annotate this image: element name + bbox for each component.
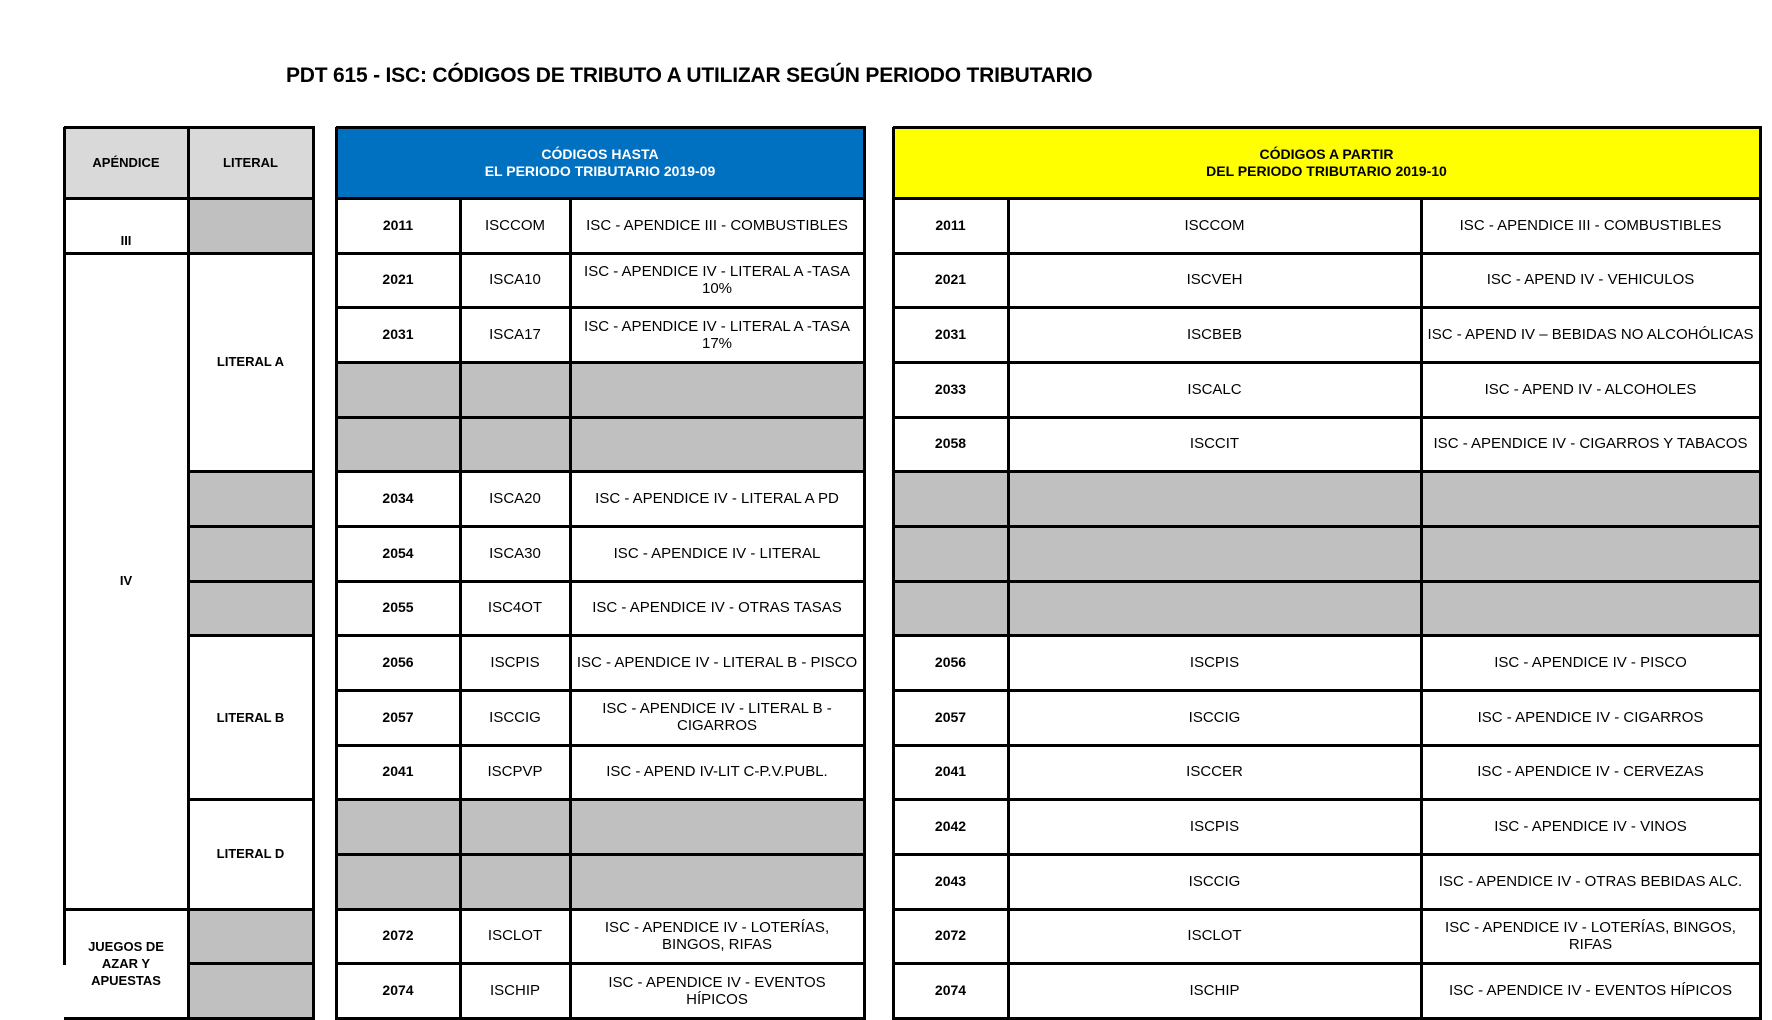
after-desc-cell: ISC - APENDICE IV - OTRAS BEBIDAS ALC. xyxy=(1421,854,1760,909)
apendice-cell: JUEGOS DE AZAR Y APUESTAS xyxy=(88,938,164,988)
table-border xyxy=(336,962,866,965)
literal-cell: LITERAL A xyxy=(188,253,313,472)
table-border xyxy=(188,470,315,473)
before-code-cell: 2057 xyxy=(336,690,460,745)
table-border xyxy=(569,198,572,1020)
literal-cell xyxy=(188,581,313,636)
before-abbr-cell: ISCLOT xyxy=(460,909,570,964)
before-desc-cell: ISC - APENDICE IV - LITERAL xyxy=(570,526,864,581)
table-border xyxy=(188,962,315,965)
after-desc-cell: ISC - APENDICE IV - VINOS xyxy=(1421,799,1760,854)
before-desc-cell xyxy=(570,417,864,472)
before-desc-cell: ISC - APENDICE IV - LITERAL A -TASA 17% xyxy=(570,307,864,362)
after-code-cell: 2042 xyxy=(893,799,1008,854)
after-desc-cell: ISC - APEND IV - VEHICULOS xyxy=(1421,253,1760,308)
before-desc-cell: ISC - APENDICE IV - OTRAS TASAS xyxy=(570,581,864,636)
table-border xyxy=(336,525,866,528)
after-code-cell xyxy=(893,526,1008,581)
after-code-cell: 2021 xyxy=(893,253,1008,308)
before-code-cell xyxy=(336,362,460,417)
after-desc-cell: ISC - APENDICE IV - PISCO xyxy=(1421,635,1760,690)
table-border xyxy=(188,580,315,583)
before-code-cell: 2056 xyxy=(336,635,460,690)
table-border xyxy=(893,908,1762,911)
table-border xyxy=(1007,198,1010,1020)
table-border xyxy=(893,798,1762,801)
table-border xyxy=(187,127,190,1020)
before-abbr-cell: ISCPIS xyxy=(460,635,570,690)
table-border xyxy=(336,798,866,801)
before-code-cell: 2031 xyxy=(336,307,460,362)
before-code-cell: 2034 xyxy=(336,471,460,526)
before-code-cell: 2011 xyxy=(336,198,460,253)
literal-cell xyxy=(188,526,313,581)
after-abbr-cell: ISCPIS xyxy=(1008,799,1421,854)
table-border xyxy=(336,306,866,309)
apendice-cell: IV xyxy=(64,253,188,909)
after-code-cell: 2056 xyxy=(893,635,1008,690)
table-border xyxy=(893,853,1762,856)
after-desc-cell: ISC - APENDICE IV - EVENTOS HÍPICOS xyxy=(1421,963,1760,1018)
before-desc-cell: ISC - APENDICE IV - LITERAL B - CIGARROS xyxy=(570,690,864,745)
table-border xyxy=(336,416,866,419)
after-desc-cell xyxy=(1421,526,1760,581)
table-border xyxy=(312,127,315,1020)
before-desc-cell xyxy=(570,854,864,909)
before-code-cell xyxy=(336,799,460,854)
table-border xyxy=(336,908,866,911)
before-code-cell: 2054 xyxy=(336,526,460,581)
table-border xyxy=(893,962,1762,965)
after-abbr-cell: ISCBEB xyxy=(1008,307,1421,362)
before-abbr-cell: ISCPVP xyxy=(460,745,570,800)
table-border xyxy=(188,798,315,801)
table-border xyxy=(893,126,1762,129)
table-border xyxy=(459,198,462,1020)
literal-cell: LITERAL B xyxy=(188,635,313,799)
table-border xyxy=(336,252,866,255)
before-abbr-cell: ISCCIG xyxy=(460,690,570,745)
header-literal: LITERAL xyxy=(188,127,313,198)
after-code-cell: 2011 xyxy=(893,198,1008,253)
before-desc-cell: ISC - APENDICE III - COMBUSTIBLES xyxy=(570,198,864,253)
after-abbr-cell: ISCCIG xyxy=(1008,690,1421,745)
before-code-cell: 2041 xyxy=(336,745,460,800)
table-border xyxy=(893,470,1762,473)
after-desc-cell: ISC - APENDICE IV - CIGARROS Y TABACOS xyxy=(1421,417,1760,472)
literal-cell xyxy=(188,198,313,253)
before-abbr-cell: ISCA17 xyxy=(460,307,570,362)
before-code-cell: 2055 xyxy=(336,581,460,636)
literal-cell xyxy=(188,963,313,1018)
before-desc-cell: ISC - APENDICE IV - EVENTOS HÍPICOS xyxy=(570,963,864,1018)
after-code-cell: 2058 xyxy=(893,417,1008,472)
before-code-cell xyxy=(336,854,460,909)
before-header-line2: EL PERIODO TRIBUTARIO 2019-09 xyxy=(484,162,716,179)
after-abbr-cell: ISCCER xyxy=(1008,745,1421,800)
table-border xyxy=(336,853,866,856)
table-border xyxy=(336,634,866,637)
table-border xyxy=(336,197,866,200)
table-border xyxy=(188,634,315,637)
after-abbr-cell: ISCLOT xyxy=(1008,909,1421,964)
table-border xyxy=(1420,198,1423,1020)
after-abbr-cell: ISCVEH xyxy=(1008,253,1421,308)
before-abbr-cell xyxy=(460,799,570,854)
after-abbr-cell: ISCCOM xyxy=(1008,198,1421,253)
before-code-cell: 2074 xyxy=(336,963,460,1018)
after-code-cell: 2072 xyxy=(893,909,1008,964)
after-abbr-cell: ISCALC xyxy=(1008,362,1421,417)
table-border xyxy=(893,416,1762,419)
page-title: PDT 615 - ISC: CÓDIGOS DE TRIBUTO A UTILIZAR SEGÚN PERIODO TRIBUTARIO xyxy=(286,64,1093,87)
before-code-cell: 2021 xyxy=(336,253,460,308)
before-desc-cell xyxy=(570,362,864,417)
after-code-cell: 2043 xyxy=(893,854,1008,909)
before-abbr-cell xyxy=(460,854,570,909)
before-abbr-cell: ISCA20 xyxy=(460,471,570,526)
table-border xyxy=(336,689,866,692)
table-border xyxy=(335,127,338,1020)
table-border xyxy=(336,361,866,364)
after-abbr-cell xyxy=(1008,471,1421,526)
table-border xyxy=(893,580,1762,583)
before-desc-cell: ISC - APENDICE IV - LOTERÍAS, BINGOS, RIFAS xyxy=(570,909,864,964)
table-border xyxy=(336,744,866,747)
before-abbr-cell: ISC4OT xyxy=(460,581,570,636)
table-border xyxy=(893,252,1762,255)
after-desc-cell xyxy=(1421,581,1760,636)
table-border xyxy=(893,744,1762,747)
before-abbr-cell: ISCA10 xyxy=(460,253,570,308)
before-abbr-cell: ISCHIP xyxy=(460,963,570,1018)
after-desc-cell: ISC - APENDICE IV - CERVEZAS xyxy=(1421,745,1760,800)
after-abbr-cell xyxy=(1008,581,1421,636)
before-abbr-cell: ISCCOM xyxy=(460,198,570,253)
after-abbr-cell: ISCCIG xyxy=(1008,854,1421,909)
after-abbr-cell xyxy=(1008,526,1421,581)
after-abbr-cell: ISCCIT xyxy=(1008,417,1421,472)
table-border xyxy=(893,306,1762,309)
after-code-cell: 2031 xyxy=(893,307,1008,362)
table-border xyxy=(336,126,866,129)
literal-cell xyxy=(188,909,313,964)
apendice-cell: III xyxy=(64,198,188,253)
literal-cell: LITERAL D xyxy=(188,799,313,908)
after-header-line1: CÓDIGOS A PARTIR xyxy=(1259,145,1394,162)
after-desc-cell: ISC - APENDICE IV - LOTERÍAS, BINGOS, RIFAS xyxy=(1421,909,1760,964)
before-code-cell xyxy=(336,417,460,472)
table-border xyxy=(893,525,1762,528)
after-abbr-cell: ISCHIP xyxy=(1008,963,1421,1018)
table-border xyxy=(892,127,895,1020)
table-border xyxy=(336,580,866,583)
table-border xyxy=(188,525,315,528)
table-border xyxy=(893,634,1762,637)
table-border xyxy=(893,361,1762,364)
after-code-cell: 2074 xyxy=(893,963,1008,1018)
table-border xyxy=(1759,127,1762,1020)
table-border xyxy=(893,689,1762,692)
before-header-line1: CÓDIGOS HASTA xyxy=(541,145,659,162)
after-code-cell: 2041 xyxy=(893,745,1008,800)
before-abbr-cell: ISCA30 xyxy=(460,526,570,581)
before-code-cell: 2072 xyxy=(336,909,460,964)
header-apendice: APÉNDICE xyxy=(64,127,188,198)
after-desc-cell: ISC - APEND IV - ALCOHOLES xyxy=(1421,362,1760,417)
before-desc-cell xyxy=(570,799,864,854)
after-header xyxy=(893,127,1760,198)
before-desc-cell: ISC - APENDICE IV - LITERAL A -TASA 10% xyxy=(570,253,864,308)
after-desc-cell: ISC - APENDICE III - COMBUSTIBLES xyxy=(1421,198,1760,253)
before-desc-cell: ISC - APEND IV-LIT C-P.V.PUBL. xyxy=(570,745,864,800)
after-abbr-cell: ISCPIS xyxy=(1008,635,1421,690)
before-desc-cell: ISC - APENDICE IV - LITERAL A PD xyxy=(570,471,864,526)
table-border xyxy=(63,127,66,965)
before-desc-cell: ISC - APENDICE IV - LITERAL B - PISCO xyxy=(570,635,864,690)
after-code-cell xyxy=(893,581,1008,636)
before-abbr-cell xyxy=(460,362,570,417)
table-border xyxy=(893,197,1762,200)
before-header xyxy=(336,127,864,198)
after-desc-cell: ISC - APEND IV – BEBIDAS NO ALCOHÓLICAS xyxy=(1421,307,1760,362)
after-code-cell xyxy=(893,471,1008,526)
after-code-cell: 2033 xyxy=(893,362,1008,417)
after-header-line2: DEL PERIODO TRIBUTARIO 2019-10 xyxy=(1206,162,1447,179)
after-desc-cell: ISC - APENDICE IV - CIGARROS xyxy=(1421,690,1760,745)
before-abbr-cell xyxy=(460,417,570,472)
table-border xyxy=(336,470,866,473)
table-border xyxy=(863,127,866,1020)
after-desc-cell xyxy=(1421,471,1760,526)
literal-cell xyxy=(188,471,313,526)
after-code-cell: 2057 xyxy=(893,690,1008,745)
